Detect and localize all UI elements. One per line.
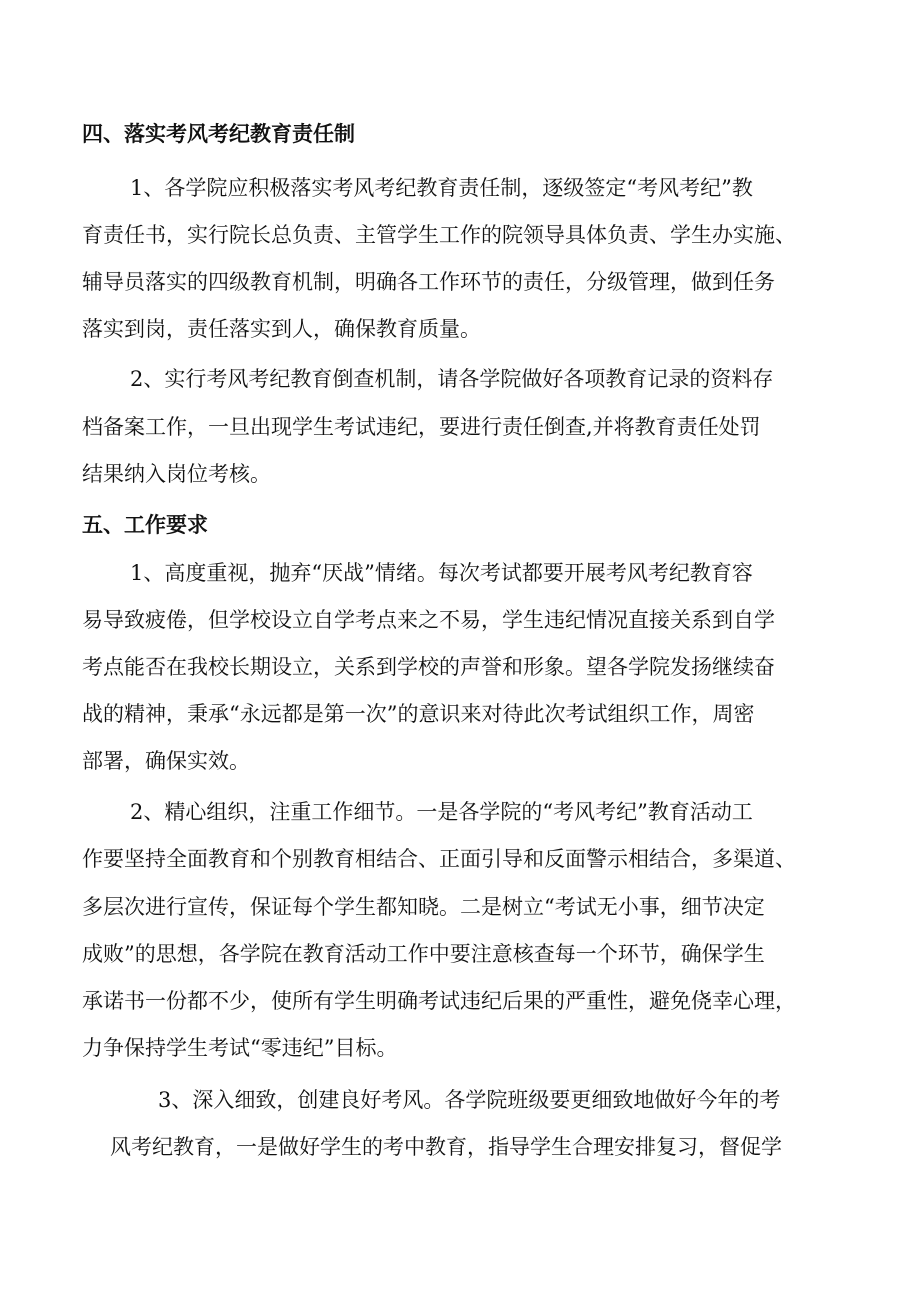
paragraph-line: 部署，确保实效。: [82, 749, 250, 773]
paragraph-line: 多层次进行宣传，保证每个学生都知晓。二是树立“考试无小事，细节决定: [82, 895, 765, 919]
paragraph-line: 成败”的思想，各学院在教育活动工作中要注意核查每一个环节，确保学生: [82, 942, 765, 966]
paragraph-line: 1、高度重视，抛弃“厌战”情绪。每次考试都要开展考风考纪教育容: [130, 561, 753, 585]
paragraph-line: 2、实行考风考纪教育倒查机制，请各学院做好各项教育记录的资料存: [130, 367, 774, 391]
paragraph-line: 1、各学院应积极落实考风考纪教育责任制，逐级签定“考风考纪”教: [130, 176, 753, 200]
section-heading-5: 五、工作要求: [82, 512, 208, 537]
paragraph-line: 承诺书一份都不少，使所有学生明确考试违纪后果的严重性，避免侥幸心理，: [82, 989, 796, 1013]
paragraph-line: 力争保持学生考试“零违纪”目标。: [82, 1036, 398, 1060]
paragraph-line: 档备案工作，一旦出现学生考试违纪，要进行责任倒查,并将教育责任处罚: [82, 415, 761, 439]
paragraph-line: 易导致疲倦，但学校设立自学考点来之不易，学生违纪情况直接关系到自学: [82, 608, 775, 632]
paragraph-line: 3、深入细致，创建良好考风。各学院班级要更细致地做好今年的考: [158, 1088, 781, 1112]
paragraph-line: 风考纪教育，一是做好学生的考中教育，指导学生合理安排复习，督促学: [110, 1135, 782, 1159]
paragraph-line: 辅导员落实的四级教育机制，明确各工作环节的责任，分级管理，做到任务: [82, 270, 775, 294]
paragraph-line: 考点能否在我校长期设立，关系到学校的声誉和形象。望各学院发扬继续奋: [82, 655, 775, 679]
section-heading-4: 四、落实考风考纪教育责任制: [82, 121, 355, 146]
paragraph-line: 结果纳入岗位考核。: [82, 462, 271, 486]
paragraph-line: 育责任书，实行院长总负责、主管学生工作的院领导具体负责、学生办实施、: [82, 223, 796, 247]
paragraph-line: 2、精心组织，注重工作细节。一是各学院的“考风考纪”教育活动工: [130, 800, 753, 824]
paragraph-line: 落实到岗，责任落实到人，确保教育质量。: [82, 317, 481, 341]
paragraph-line: 作要坚持全面教育和个别教育相结合、正面引导和反面警示相结合，多渠道、: [82, 847, 796, 871]
paragraph-line: 战的精神，秉承“永远都是第一次”的意识来对待此次考试组织工作，周密: [82, 702, 755, 726]
